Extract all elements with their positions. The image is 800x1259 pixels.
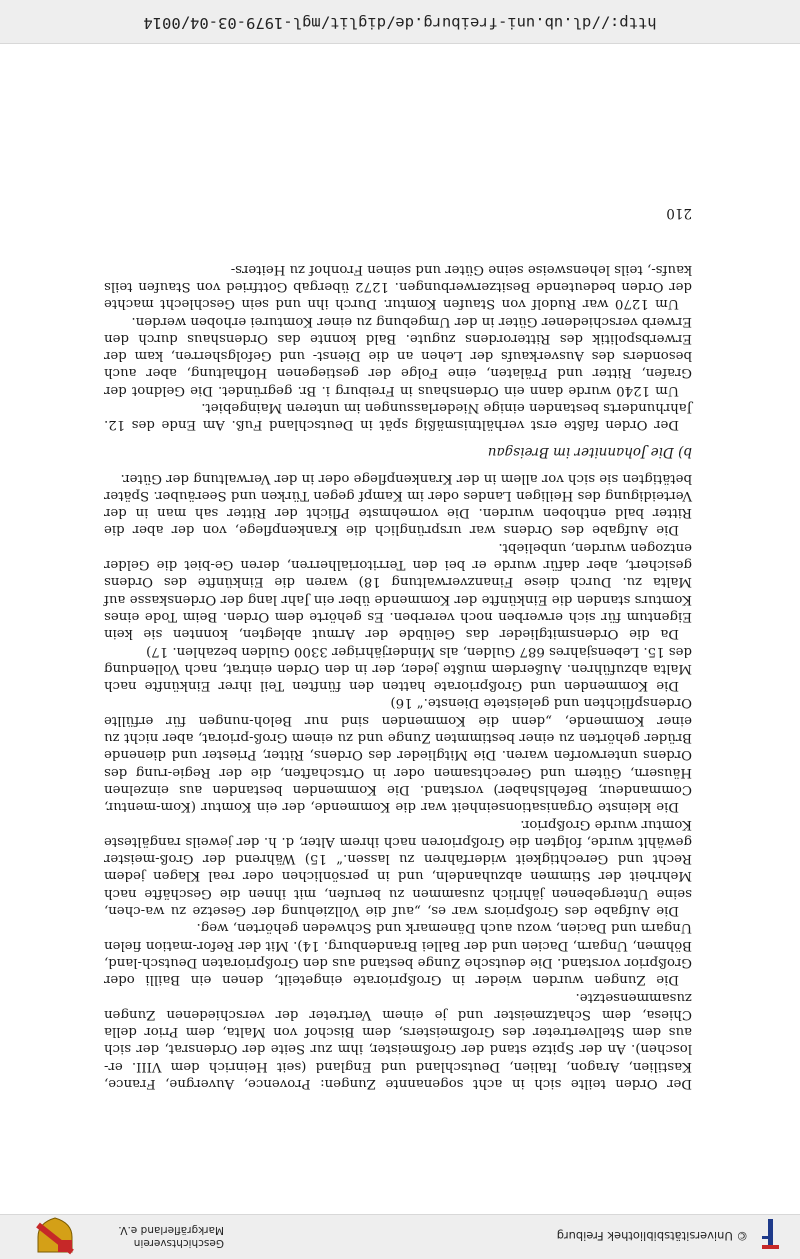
- coat-of-arms-icon: [34, 1217, 76, 1255]
- header-bar: [0, 1214, 800, 1259]
- paragraph: Die Aufgabe des Großpriors war es, „auf die Vollziehung der Gesetze zu wa-chen, seine Untergebenen jährlich zusammen zu berufen, mit ihnen die Geschäfte nach Mehrheit der Stimmen abzuhandeln, und in persönlichen oder real Klagen jedem Recht und Gerechtigkeit widerfahren zu lassen.“ 15) Während der Groß-meister gewählt wurde, folgten die Großprioren nach ihrem Alter, d. h. der jeweils rangälteste Komtur wurde Großprior.: [104, 816, 692, 919]
- paragraph: Da die Ordensmitglieder das Gelübde der Armut ablegten, konnten sie kein Eigentum für sich erwerben noch vererben. Es gehörte dem Orden. Beim Tode eines Komturs standen die Einkünfte der Kommende über ein Jahr lang der Ordenskasse auf Malta zu. Durch diese Finanzverwaltung 18) waren die Einkünfte des Ordens gesichert, aber dafür wurde er bei den Territorialherren, deren Ge-biet die Gelder entzogen wurden, unbeliebt.: [104, 539, 692, 642]
- paragraph: Der Orden teilte sich in acht sogenannte Zungen: Provence, Auvergne, France, Kastilien, Aragon, Italien, Deutschland und England (seit Heinrich dem VIII. er-loschen). An der Spitze stand der Großmeister, ihm zur Seite der Ordensrat, der sich aus dem Stellvertreter des Großmeisters, dem Bischof von Malta, dem Prior della Chiesa, dem Schatzmeister und je einem Vertreter der verschiedenen Zungen zusammensetzte.: [104, 989, 692, 1091]
- document-body: [104, 260, 692, 1092]
- society-name-line1: Geschichtsverein: [133, 1237, 224, 1249]
- page-number: 210: [666, 205, 692, 221]
- paragraph: Die kleinste Organisationseinheit war die Kommende, der ein Komtur (Kom-mentur, Commandeur, Befehlshaber) vorstand. Die Kommenden bestanden aus einzelnen Häusern, Gütern und Gerechtsamen oder in Ortschaften, die der Regie-rung des Ordens unterworfen waren. Die Mitglieder des Ordens, Ritter, Priester und dienende Brüder gehörten zu einer bestimmten Zunge und zu einem Groß-priorat, aber nicht zu einer Kommende, „denn die Kommenden sind nur Beloh-nungen für erfüllte Ordenspflichten und geleistete Dienste.“ 16): [104, 695, 692, 815]
- society-name-line2: Markgräflerland e.V.: [118, 1224, 224, 1236]
- paragraph: Um 1240 wurde dann ein Ordenshaus in Freiburg i. Br. gegründet. Die Geldnot der Grafen, Ritter und Prälaten, eine Folge der gestiegenen Hofhaltung, aber auch besonders des Ausverkaufs der Lehen an die Dienst- und Gefolgsherren, kam der Erwerbspolitik des Ritterordens zugute. Bald konnte das Ordenshaus durch den Erwerb verschiedener Güter in der Umgebung zu einer Komturei erhoben werden.: [104, 313, 692, 398]
- paragraph: Die Aufgabe des Ordens war ursprünglich die Krankenpflege, von der aber die Ritter bald enthoben wurden. Die vornehmste Pflicht der Ritter sah man in der Verteidigung des Heiligen Landes oder im Kampf gegen Türken und Seeräuber. Später betätigten sie sich vor allem in der Krankenpflege oder in der Verwaltung der Güter.: [104, 470, 692, 538]
- footer-bar: [0, 0, 800, 44]
- paragraph: Der Orden faßte erst verhältnismäßig spät in Deutschland Fuß. Am Ende des 12. Jahrhunderts bestanden einige Niederlassungen im unteren Maingebiet.: [104, 400, 692, 433]
- section-heading: b) Die Johanniter im Breisgau: [487, 444, 692, 461]
- paragraph: Die Kommenden und Großpriorate hatten den fünften Teil ihrer Einkünfte nach Malta abzuführen. Außerdem mußte jeder, der in den Orden eintrat, nach Vollendung des 15. Lebensjahres 687 Gulden, als Minderjähriger 3300 Gulden bezahlen. 17): [104, 643, 692, 694]
- ub-freiburg-logo-icon: [754, 1219, 786, 1253]
- paragraph: Die Zungen wurden wieder in Großpriorate eingeteilt, denen ein Bailli oder Großprior vorstand. Die deutsche Zunge bestand aus den Großprioraten Deutsch-land, Böhmen, Ungarn, Dacien und der Ballei Brandenburg. 14). Mit der Refor-mation fielen Ungarn und Dacien, wozu auch Dänemark und Schweden gehörten, weg.: [104, 920, 692, 988]
- library-copyright: © Universitätsbibliothek Freiburg: [556, 1229, 748, 1243]
- permalink-url[interactable]: http://dl.ub.uni-freiburg.de/diglit/mgl-1979-03-04/0014: [143, 14, 657, 32]
- paragraph: Um 1270 war Rudolf von Staufen Komtur. Durch ihn und sein Geschlecht machte der Orden bedeutende Besitzerwerbungen. 1272 übergab Gottfried von Staufen teils kaufs-, teils lehensweise seine Güter und seinen Fronhof zu Heiters-: [104, 261, 692, 312]
